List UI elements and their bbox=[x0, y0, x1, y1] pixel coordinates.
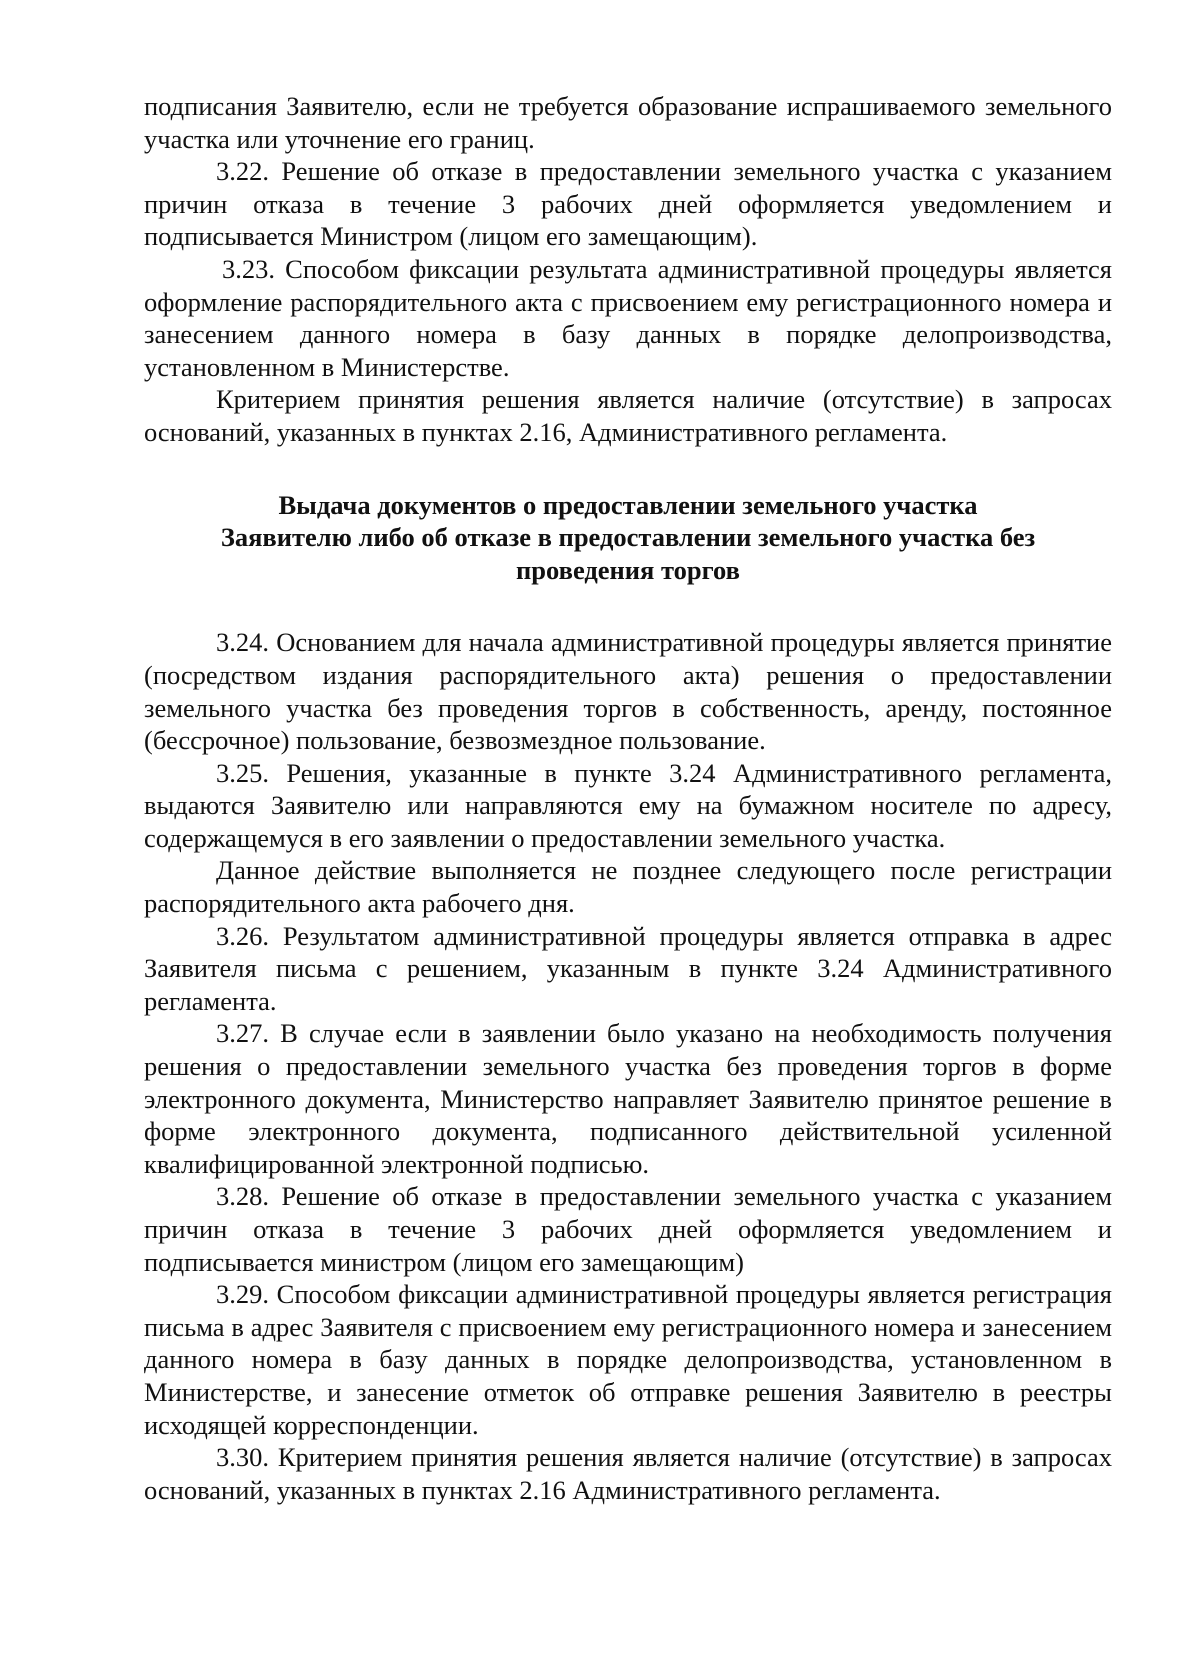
section-heading-line: проведения торгов bbox=[516, 554, 740, 585]
paragraph-3-27: 3.27. В случае если в заявлении было указано на необходимость получения решения о предоставлении земельного участка без проведения торгов в форме электронного документа, Министерство направляет Заявителю принятое решение в форме электронного документа, подписанного действительной усиленной квалифицированной электронной подписью. bbox=[144, 1018, 1112, 1179]
section-heading-line: Выдача документов о предоставлении земельного участка bbox=[278, 489, 978, 520]
document-body bbox=[144, 90, 1112, 1506]
paragraph-3-25: 3.25. Решения, указанные в пункте 3.24 Административного регламента, выдаются Заявителю или направляются ему на бумажном носителе по адресу, содержащемуся в его заявлении о предоставлении земельного участка. bbox=[144, 757, 1112, 853]
paragraph-action-deadline: Данное действие выполняется не позднее следующего после регистрации распорядительного акта рабочего дня. bbox=[144, 855, 1112, 919]
paragraph-criterion: Критерием принятия решения является наличие (отсутствие) в запросах оснований, указанных в пунктах 2.16, Административного регламента. bbox=[144, 384, 1112, 447]
paragraph-3-29: 3.29. Способом фиксации административной процедуры является регистрация письма в адрес Заявителя с присвоением ему регистрационного номера и занесением данного номера в базу данных в порядке делопроизводства, установленном в Министерстве, и занесение отметок об отправке решения Заявителю в реестры исходящей корреспонденции. bbox=[144, 1279, 1112, 1440]
paragraph-3-28: 3.28. Решение об отказе в предоставлении земельного участка с указанием причин отказа в течение 3 рабочих дней оформляется уведомлением и подписывается министром (лицом его замещающим) bbox=[144, 1181, 1112, 1277]
paragraph-3-30: 3.30. Критерием принятия решения является наличие (отсутствие) в запросах оснований, указанных в пунктах 2.16 Административного регламента. bbox=[144, 1442, 1112, 1505]
paragraph-3-23: 3.23. Способом фиксации результата административной процедуры является оформление распорядительного акта с присвоением ему регистрационного номера и занесением данного номера в базу данных в порядке делопроизводства, установленном в Министерстве. bbox=[144, 253, 1112, 382]
paragraph-3-26: 3.26. Результатом административной процедуры является отправка в адрес Заявителя письма с решением, указанным в пункте 3.24 Административного регламента. bbox=[144, 920, 1112, 1016]
section-heading-line: Заявителю либо об отказе в предоставлении земельного участка без bbox=[220, 522, 1036, 553]
paragraph-3-24: 3.24. Основанием для начала административной процедуры является принятие (посредством издания распорядительного акта) решения о предоставлении земельного участка без проведения торгов в собственность, аренду, постоянное (бессрочное) пользование, безвозмездное пользование. bbox=[144, 627, 1112, 756]
paragraph-continuation: подписания Заявителю, если не требуется образование испрашиваемого земельного участка или уточнение его границ. bbox=[144, 91, 1112, 154]
paragraph-3-22: 3.22. Решение об отказе в предоставлении земельного участка с указанием причин отказа в течение 3 рабочих дней оформляется уведомлением и подписывается Министром (лицом его замещающим). bbox=[144, 156, 1112, 252]
section-heading bbox=[144, 489, 1112, 587]
